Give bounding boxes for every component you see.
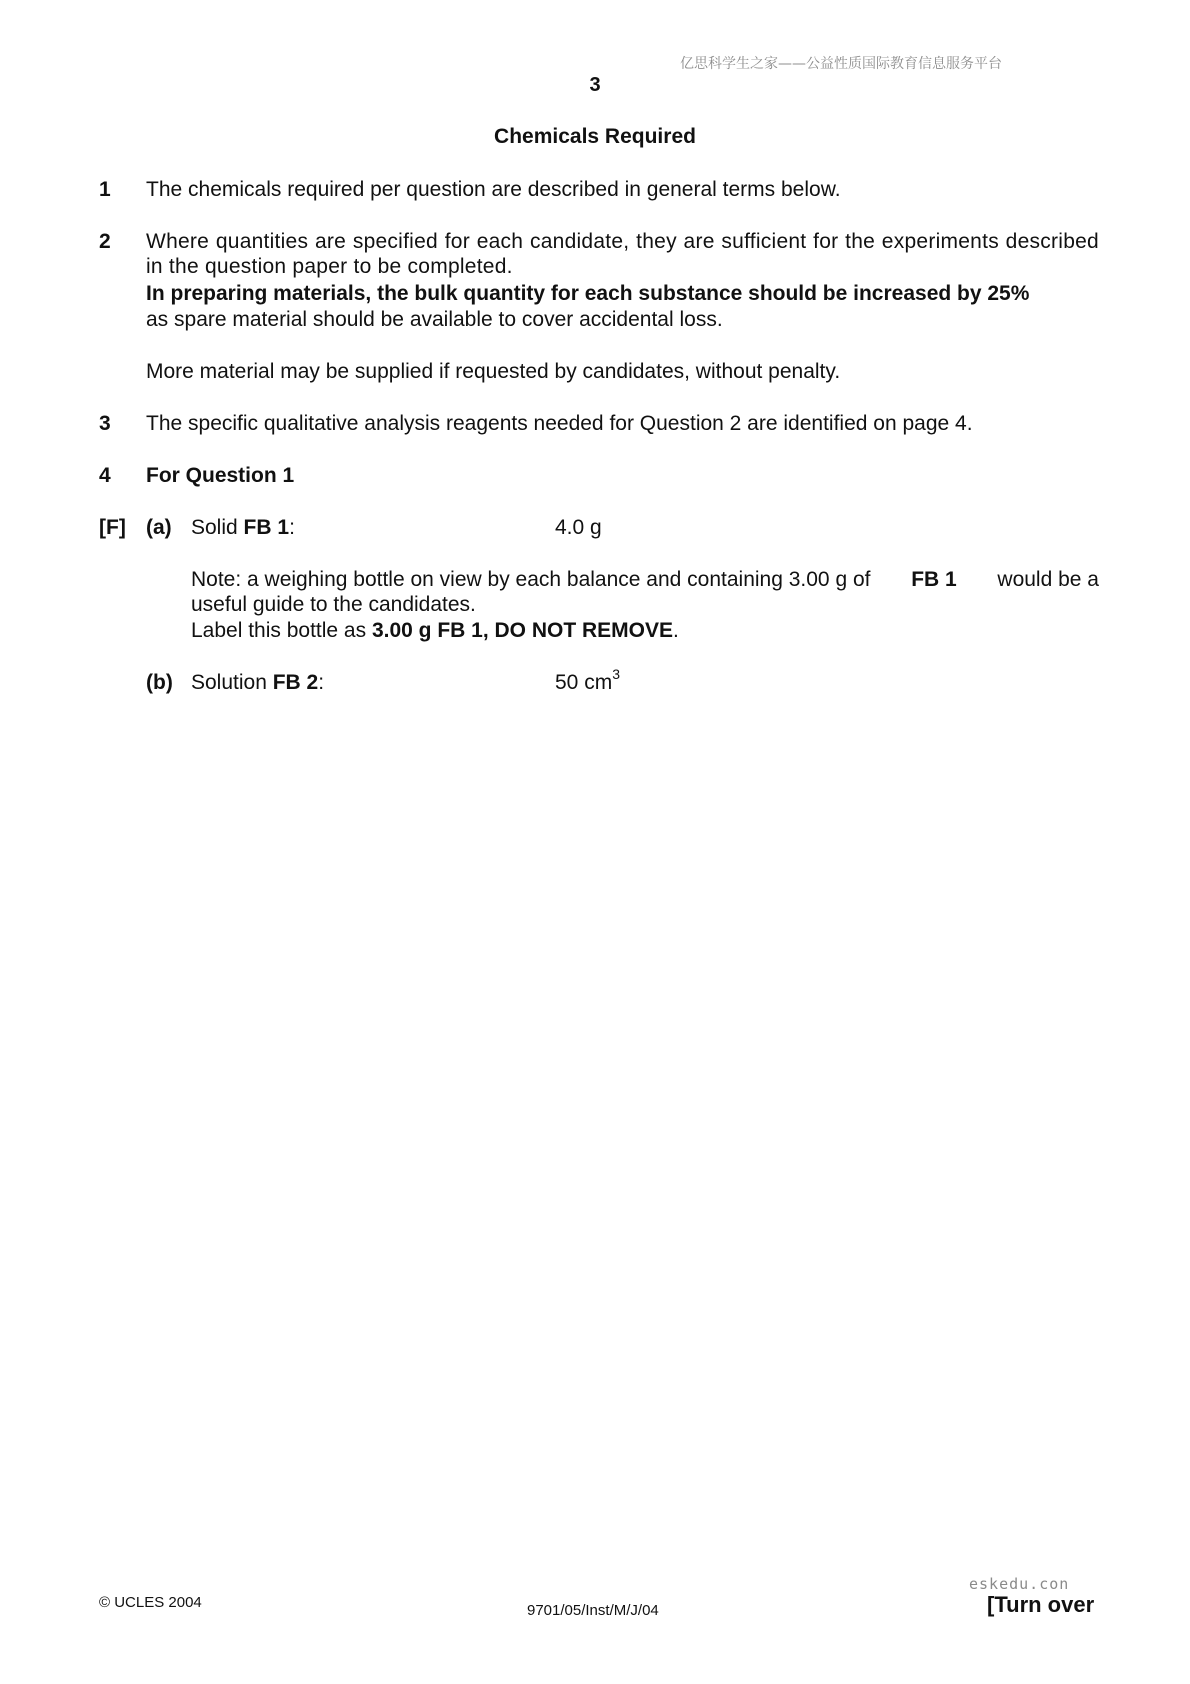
turn-over-label: [Turn over [987, 1592, 1095, 1617]
part-b-prefix: Solution [191, 671, 267, 694]
part-a-substance-name: FB 1 [243, 516, 290, 539]
part-a-substance [191, 515, 295, 540]
header-watermark: 亿思科学生之家——公益性质国际教育信息服务平台 [680, 56, 1002, 72]
item-3-number: 3 [99, 412, 111, 435]
item-2-text-after: as spare material should be available to cover accidental loss. [146, 308, 723, 331]
part-b-quantity-superscript: 3 [612, 666, 620, 682]
section-title: Chemicals Required [494, 125, 696, 148]
part-b-substance-name: FB 2 [272, 671, 319, 694]
item-2-text: Where quantities are specified for each candidate, they are sufficient for the experiments described in the question paper to be completed. [146, 230, 1099, 278]
part-a-label: (a) [146, 516, 172, 539]
item-4-heading: For Question 1 [146, 464, 295, 487]
item-1-number: 1 [99, 178, 111, 201]
part-b-quantity [555, 666, 620, 695]
part-a-label-post: . [673, 619, 679, 642]
part-a-label-bold: 3.00 g FB 1, DO NOT REMOVE [371, 619, 674, 642]
question-flag: [F] [99, 516, 126, 539]
part-a-note-post: would be a [997, 568, 1099, 591]
part-a-note-line-2: useful guide to the candidates. [191, 593, 476, 616]
part-a-note-bold: FB 1 [911, 568, 957, 591]
page-number: 3 [589, 74, 601, 96]
item-2-bold-text: In preparing materials, the bulk quantity for each substance should be increased by 25% [146, 282, 1030, 305]
part-b-label: (b) [146, 671, 173, 694]
item-2-extra-note: More material may be supplied if requested by candidates, without penalty. [146, 360, 841, 383]
item-3-text: The specific qualitative analysis reagents needed for Question 2 are identified on page 4. [146, 412, 973, 435]
part-a-note-line [191, 567, 1099, 592]
part-a-colon: : [289, 516, 295, 539]
item-1-text: The chemicals required per question are described in general terms below. [146, 178, 841, 201]
footer-watermark-domain: eskedu.con [969, 1575, 1070, 1593]
part-a-label-instruction [191, 618, 679, 643]
footer-copyright: © UCLES 2004 [99, 1594, 202, 1611]
part-b-substance [191, 670, 324, 695]
part-a-quantity: 4.0 g [555, 516, 602, 539]
item-4-number: 4 [99, 464, 111, 487]
part-a-prefix: Solid [191, 516, 238, 539]
part-a-note-pre: Note: a weighing bottle on view by each balance and containing 3.00 g of [191, 568, 871, 591]
part-b-quantity-value: 50 cm [555, 671, 613, 694]
part-a-label-pre: Label this bottle as [191, 619, 367, 642]
footer-document-code: 9701/05/Inst/M/J/04 [527, 1602, 659, 1619]
part-b-colon: : [318, 671, 325, 694]
item-2-number: 2 [99, 230, 111, 253]
